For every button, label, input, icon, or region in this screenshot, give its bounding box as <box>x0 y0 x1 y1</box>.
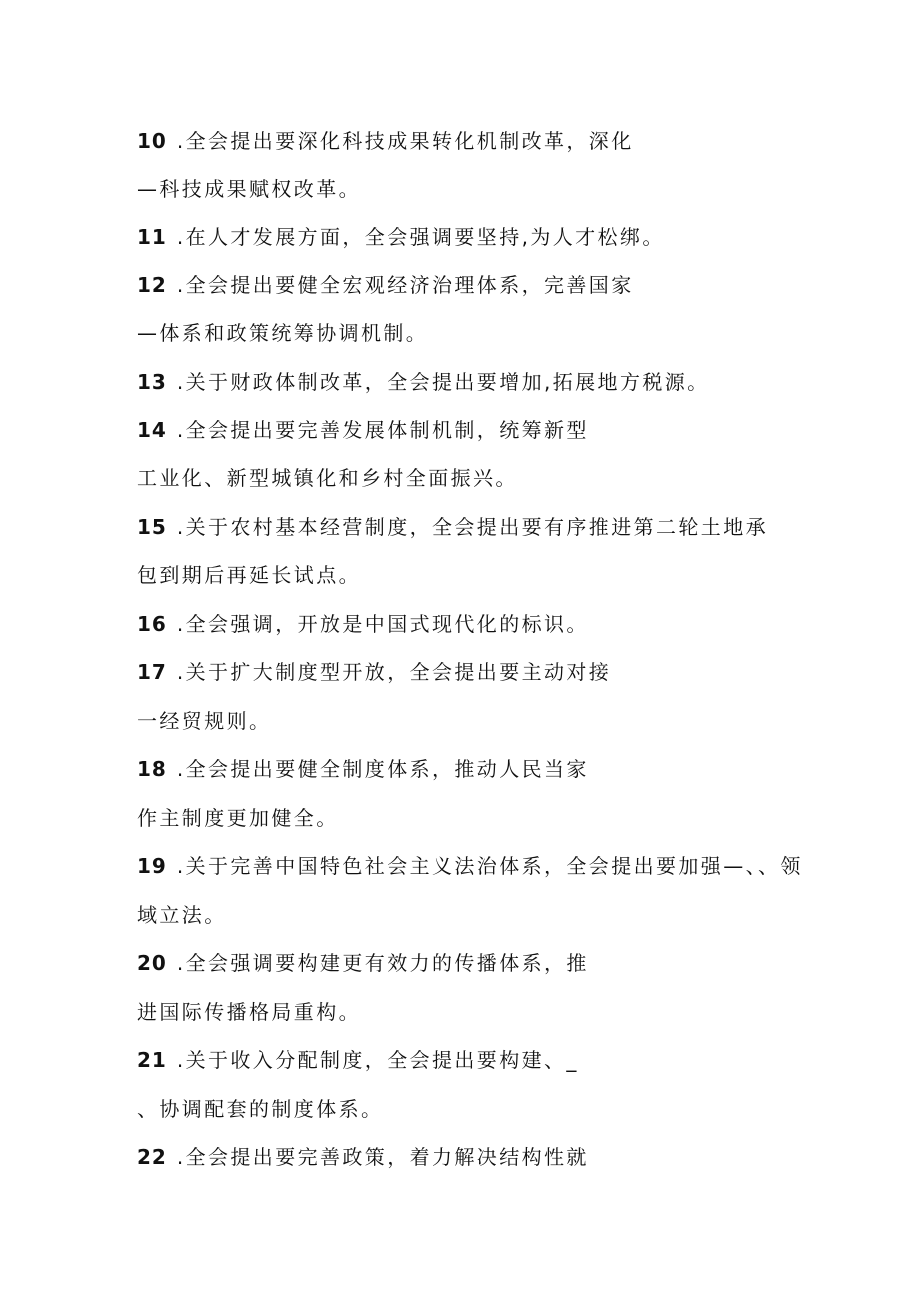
question-10-line-2 <box>137 175 361 203</box>
question-number: 11 <box>137 225 167 249</box>
question-19-line-2 <box>137 901 227 929</box>
question-text: .关于完善中国特色社会主义法治体系，全会提出要加强—、、领 <box>176 854 803 878</box>
question-text: .全会提出要完善政策，着力解决结构性就 <box>176 1145 589 1169</box>
question-text: .关于财政体制改革，全会提出要增加,拓展地方税源。 <box>176 370 710 394</box>
question-17-line-1 <box>137 658 611 686</box>
question-text-continued: 一经贸规则。 <box>137 709 272 733</box>
question-19-line-1 <box>137 852 803 880</box>
question-number: 17 <box>137 660 167 684</box>
question-text-continued: 包到期后再延长试点。 <box>137 563 361 587</box>
question-10-line-1 <box>137 127 634 155</box>
question-text-continued: 进国际传播格局重构。 <box>137 1000 361 1024</box>
question-number: 18 <box>137 757 167 781</box>
question-number: 13 <box>137 370 167 394</box>
question-16-line-1 <box>137 610 589 638</box>
question-text-continued: —体系和政策统筹协调机制。 <box>137 321 429 345</box>
question-11-line-1 <box>137 223 665 251</box>
question-text: .关于农村基本经营制度，全会提出要有序推进第二轮土地承 <box>176 515 769 539</box>
question-number: 15 <box>137 515 167 539</box>
question-text-continued: 工业化、新型城镇化和乡村全面振兴。 <box>137 466 518 490</box>
question-text: .关于扩大制度型开放，全会提出要主动对接 <box>176 660 612 684</box>
question-22-line-1 <box>137 1143 589 1171</box>
question-15-line-1 <box>137 513 768 541</box>
question-text: .关于收入分配制度，全会提出要构建、_ <box>176 1048 579 1072</box>
question-text-continued: —科技成果赋权改革。 <box>137 177 361 201</box>
question-14-line-2 <box>137 464 518 492</box>
question-number: 21 <box>137 1048 167 1072</box>
question-12-line-1 <box>137 271 634 299</box>
question-text: .全会提出要健全制度体系，推动人民当家 <box>176 757 589 781</box>
question-text: .全会强调要构建更有效力的传播体系，推 <box>176 951 589 975</box>
question-text-continued: 域立法。 <box>137 903 227 927</box>
question-text: .全会强调，开放是中国式现代化的标识。 <box>176 612 589 636</box>
question-21-line-2 <box>137 1095 383 1123</box>
question-18-line-1 <box>137 755 589 783</box>
question-18-line-2 <box>137 804 339 832</box>
question-number: 19 <box>137 854 167 878</box>
question-number: 14 <box>137 418 167 442</box>
question-15-line-2 <box>137 561 361 589</box>
question-text-continued: 作主制度更加健全。 <box>137 806 339 830</box>
question-21-line-1 <box>137 1046 579 1074</box>
question-20-line-2 <box>137 998 361 1026</box>
question-text: .全会提出要深化科技成果转化机制改革，深化 <box>176 129 634 153</box>
question-20-line-1 <box>137 949 589 977</box>
question-text: .在人才发展方面，全会强调要坚持,为人才松绑。 <box>176 225 665 249</box>
question-text: .全会提出要完善发展体制机制，统筹新型 <box>176 418 589 442</box>
question-number: 16 <box>137 612 167 636</box>
question-text-continued: 、协调配套的制度体系。 <box>137 1097 384 1121</box>
question-number: 10 <box>137 129 167 153</box>
question-17-line-2 <box>137 707 271 735</box>
question-12-line-2 <box>137 319 428 347</box>
question-number: 20 <box>137 951 167 975</box>
question-14-line-1 <box>137 416 589 444</box>
question-number: 12 <box>137 273 167 297</box>
question-number: 22 <box>137 1145 167 1169</box>
question-13-line-1 <box>137 368 710 396</box>
question-text: .全会提出要健全宏观经济治理体系，完善国家 <box>176 273 634 297</box>
